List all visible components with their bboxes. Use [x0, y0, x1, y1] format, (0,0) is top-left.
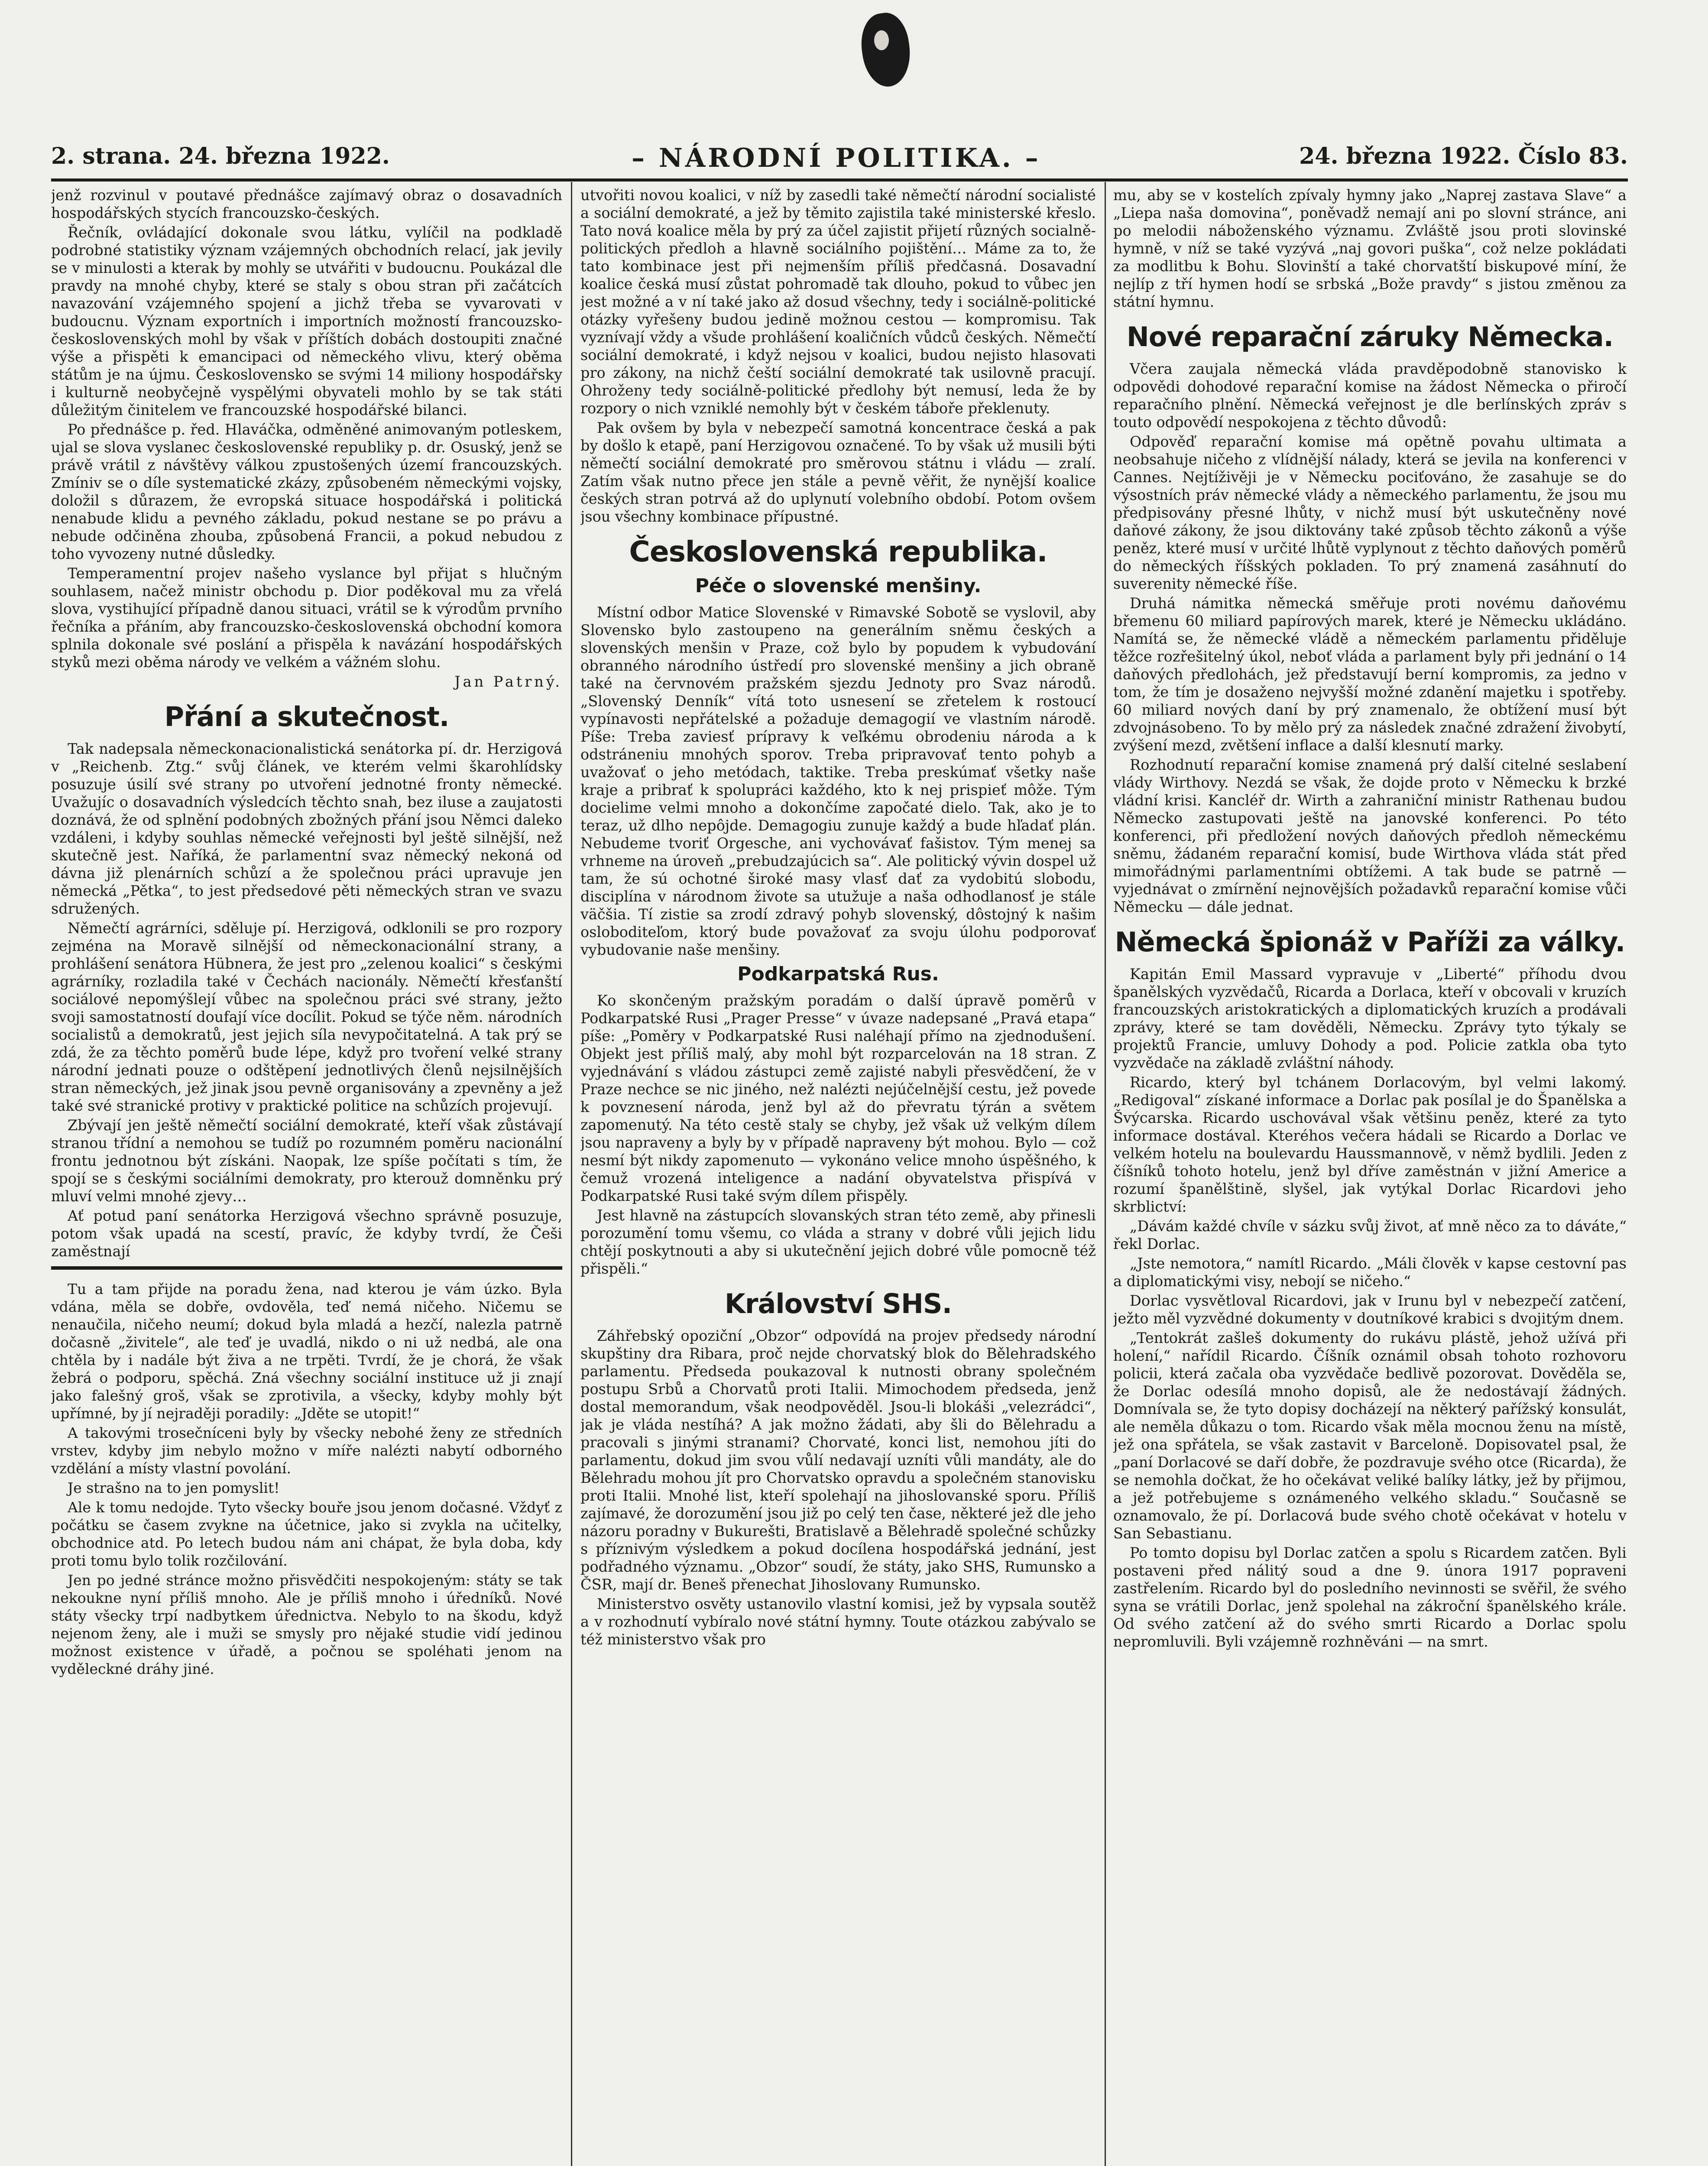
headline-spionaz: Německá špionáž v Paříži za války. — [1115, 926, 1625, 958]
headline-podkarpatska: Podkarpatská Rus. — [737, 963, 939, 985]
paragraph: Řečník, ovládající dokonale svou látku, vylíčil na podkladě podrobné statistiky význam vzájemných obchodních relací, jak jevily se v minulosti a kterak by mohly se utvářiti v budoucnu. Poukázal dle pravdy na mnohé chyby, které se staly s obou stran při začátcích navazování vzájemného spojení a jichž třeba se vyvarovati v budoucnu. Význam exportních i importních možností francouzsko-československých mohl by však v příštích dobách dostoupiti značné výše a přispěti k emancipaci od německého vlivu, který oběma státům je na újmu. Československo se svými 14 miliony hospodářsky i kulturně neobyčejně vyspělými obyvateli mohlo by se tak státi důležitým činitelem ve francouzské hospodářské bilanci. — [51, 224, 562, 418]
paragraph: Ať potud paní senátorka Herzigová všechno správně posuzuje, potom však upadá na scestí, pravíc, že kdyby tvrdí, že Češi zaměstnají — [51, 1207, 562, 1260]
paragraph: A takovými trosečníceni byly by všecky nebohé ženy ze středních vrstev, kdyby jim nebylo možno v míře nalézti nabytí odborného vzdělání a místy vlastní povolání. — [51, 1424, 562, 1477]
paragraph: Tu a tam přijde na poradu žena, nad kterou je vám úzko. Byla vdána, měla se dobře, ovdověla, teď nemá ničeho. Ničemu se nenaučila, ničeho neumí; dokud byla mladá a hezčí, nalezla patrně dočasně „živitele“, ale teď je uvadlá, nikdo o ni už nedbá, ale ona chtěla by i nadále být živa a ne trpěti. Tvrdí, že je chorá, že však žebrá o podporu, spěchá. Zná všechny sociální instituce už ji znají jako falešný groš, však se zprotivila, a všecky, kdyby mohly být upřímné, by jí nejraději poradily: „Jděte se utopit!“ — [51, 1281, 562, 1422]
paragraph: Ale k tomu nedojde. Tyto všecky bouře jsou jenom dočasné. Vždyť z počátku se časem zvykne na účetnice, jako si zvykla na učitelky, obchodnice atd. Po letech budou nám ani chápat, že byla doba, kdy proti tomu bylo tolik rozčilování. — [51, 1499, 562, 1569]
paragraph: Ministerstvo osvěty ustanovilo vlastní komisi, jež by vypsala soutěž a v rozhodnutí vybíralo nové státní hymny. Toute otázkou zabývalo se též ministerstvo však pro — [580, 1595, 1096, 1648]
headline-shs: Království SHS. — [724, 1288, 952, 1320]
paragraph: Ricardo, který byl tchánem Dorlacovým, byl velmi lakomý. „Redigoval“ získané informace a Dorlac pak posílal je do Španělska a Švýcarska. Ricardo uschovával však většinu peněz, které za tyto informace dostával. Kteréhos večera hádali se Ricardo a Dorlac ve velkém hotelu na boulevardu Haussmannově, v němž bydlili. Jeden z číšníků tohoto hotelu, jenž byl dříve zaměstnán v jižní Americe a rozumí španělštině, slyšel, jak vytýkal Dorlac Ricardovi jeho skrblictví: — [1113, 1074, 1627, 1215]
paragraph: Po přednášce p. řed. Hlaváčka, odměněné animovaným potleskem, ujal se slova vyslanec československé republiky p. dr. Osuský, jenž se právě vrátil z návštěvy válkou zpustošených území francouzských. Zmíniv se o díle systematické zkázy, způsobeném německými vojsky, doložil s důrazem, že evropská situace hospodářská i politická nenabude klidu a pevného základu, pokud nestane se po právu a nebude odčiněna zhouba, způsobená Francii, a pokud nebudou z toho vyvozeny nutné důsledky. — [51, 421, 562, 562]
paragraph: Místní odbor Matice Slovenské v Rimavské Sobotě se vyslovil, aby Slovensko bylo zastoupeno na generálním sněmu českých a slovenských menšin v Praze, což bylo by popudem k vybudování obranného národního ústředí pro slovenské menšiny a jich obraně také na červnovém pražském sjezdu Jednoty pro Svaz národů. „Slovenský Denník“ vítá toto usnesení se zřetelem k rostoucí vypínavosti nepřátelské a požaduje demagogií ve vlastním národě. Píše: Treba zaviesť prípravy k veľkému obrodeniu národa a k odstráneniu mnohých sporov. Treba pripravovať tento pohyb a uvažovať o jeho metódach, taktike. Treba preskúmať všetky naše kraje a pribrať k spolupráci každého, kto k nej prispieť môže. Tým docielime velmi mnoho a dokončíme započaté dielo. Tak, ako je to teraz, už dlho nepôjde. Demagogiu zunuje každý a bude hľadať plán. Nebudeme tvoriť Orgesche, ani vychovávať fašistov. Tým menej sa vrhneme na úroveň „prebudzajúcich sa“. Ale politický vývin dospel už tam, že sú ochotné široké masy vlasť dať za vydobitú slobodu, disciplína v národnom živote sa utužuje a naša odhodlanosť je stále väčšia. Tí zistie sa zrodí zdravý pohyb slovenský, dôstojný k našim osloboditeľom, ktorý bude považovať za svoju úlohu podporovať vybudovanie naše menšiny. — [580, 604, 1096, 958]
ink-blot-hole — [874, 30, 889, 50]
paragraph: Ko skončeným pražským poradám o další úpravě poměrů v Podkarpatské Rusi „Prager Presse“ v úvaze nadepsané „Pravá etapa“ píše: „Poměry v Podkarpatské Rusi naléhají přímo na zjednodušení. Objekt jest příliš malý, aby mohl být rozparcelován na 18 stran. Z vyjednávání s vládou zástupci země zajisté nabyli přesvědčení, že v Praze nechce se nic jiného, než nalézti nejúčelnější cestu, jež povede k povznesení národa, jenž byl až do převratu týrán a světem zapomenutý. Na této cestě staly se chyby, jež však už velkým dílem jsou napraveny a byly by v případě napraveny být mohou. Bylo — což nesmí být nikdy zapomenuto — vykonáno velice mnoho úspěšného, k čemuž vrozená inteligence a nadání obyvatelstva přispívá v Podkarpatské Rusi také svým dílem přispěly. — [580, 992, 1096, 1204]
paragraph: Zbývají jen ještě němečtí sociální demokraté, kteří však zůstávají stranou třídní a nemohou se tudíž po rozumném poměru nacionální frontu jednotnou být získáni. Naopak, lze spíše počítati s tím, že spojí se s českými sociálními demokraty, pro kterouž domněnku prý mluví velmi mnohé zjevy… — [51, 1117, 562, 1205]
header-date-right: 24. března 1922. Číslo 83. — [1299, 143, 1628, 169]
paragraph: Odpověď reparační komise má opětně povahu ultimata a neobsahuje ničeho z vlídnější nálady, která se jevila na konferenci v Cannes. Nejtíživěji je v Německu pociťováno, že zasahuje se do výsostních práv německé vlády a německého parlamentu, že jsou mu předpisovány přesné lhůty, v nichž musí být uskutečněny nové daňové zákony, že jsou diktovány také způsob těchto zákonů a výše peněz, které musí v určité lhůtě vyplynout z těchto daňových poměrů do německých říšských pokladen. To prý znamená zasáhnutí do suverenity německé říše. — [1113, 433, 1627, 592]
column-3 — [1113, 186, 1627, 2166]
page-header — [51, 138, 1628, 181]
feuilleton — [51, 1280, 562, 1678]
paragraph: Včera zaujala německá vláda pravděpodobně stanovisko k odpovědi dohodové reparační komise na žádost Německa o přiročí reparačního plnění. Německá veřejnost je dle berlínských zpráv s touto odpovědí nespokojena z těchto důvodů: — [1113, 360, 1627, 431]
ink-blot — [857, 10, 915, 90]
paragraph: Rozhodnutí reparační komise znamená prý další citelné seslabení vlády Wirthovy. Nezdá se však, že dojde proto v Německu k brzké vládní krisi. Kancléř dr. Wirth a zahraniční ministr Rathenau budou Německo zastupovati ještě na janovské konferenci. Po této konferenci, při předložení nových daňových předloh německému sněmu, žádaném reparační komisí, bude Wirthova vláda stát před mimořádnými parlamentními obtížemi. A tak bude se patrně — vyjednávat o zmírnění nejnovějších požadavků reparační komise vůči Německu — dále jednat. — [1113, 756, 1627, 915]
column-1 — [51, 186, 562, 2166]
header-rule — [51, 178, 1628, 182]
column-divider-1 — [571, 182, 572, 2166]
paragraph: Dorlac vysvětloval Ricardovi, jak v Irunu byl v nebezpečí zatčení, ježto měl vyzvědné dokumenty v doutníkové krabici s dvojitým dnem. — [1113, 1292, 1627, 1327]
paragraph: „Tentokrát zašleš dokumenty do rukávu plástě, jehož užívá při holení,“ nařídil Ricardo. Číšník oznámil obsah tohoto rozhovoru policii, která začala oba vyzvědače bedlivě pozorovat. Dověděla se, že Dorlac odesílá mnoho dopisů, ale že nedostávají žádných. Domnívala se, že tyto dopisy docházejí na některý pařížský konsulát, ale neměla důkazu o tom. Ricardo však měla mocnou ženu na místě, jež ona spřátela, se však zastavit v Barceloně. Dopisovatel psal, že „paní Dorlacové se daří dobře, že pozdravuje svého otce (Ricarda), že se nemohla dočkat, že ho očekávat veliké balíky látky, jež by přijmou, a jež potřebujeme s oznámeného velkého skladu.“ Současně se oznamovalo, že pí. Dorlacová bude svého chotě očekávat v hotelu v San Sebastianu. — [1113, 1329, 1627, 1542]
paragraph: Druhá námitka německá směřuje proti novému daňovému břemenu 60 miliard papírových marek, které je Německu ukládáno. Namítá se, že německé vládě a německém parlamentu přiděluje těžce rozřešitelný úkol, neboť vláda a parlament byly při jednání o 14 daňových předlohách, jež představují berní kompromis, za jedno v tom, že tím je dosaženo nejvyšší možné zdanění majetku i spotřeby. 60 miliard nových daní by prý znamenalo, že obtížení musí být zdvojnásobeno. To by mělo prý za následek značné zdražení živobytí, zvýšení mezd, zvětšení inflace a další klesnutí marky. — [1113, 595, 1627, 754]
header-date-left: 2. strana. 24. března 1922. — [51, 143, 390, 169]
paragraph: Němečtí agrárníci, sděluje pí. Herzigová, odklonili se pro rozpory zejména na Moravě silnější od německonacionální strany, a prohlášení senátora Hübnera, že jest pro „zelenou koalici“ s českými agrárníky, rozladila také v Čechách nacionály. Němečtí křesťanští sociálové nepomýšlejí vůbec na společnou práci své strany, ježto svoji samostatností doufají více docílit. Pokud se týče něm. národních socialistů a demokratů, jest jejich síla nevypočitatelná. A tak prý se zdá, že za těchto poměrů bude lépe, když pro tvoření velké strany národní jednati pouze o odštěpení jednotlivých členů nejsilnějších stran německých, jež jinak jsou pevně organisovány a zpevněny a jež také své stranické protivy v praktické politice na schůzích projevují. — [51, 920, 562, 1114]
paragraph: Jen po jedné stránce možno přisvědčiti nespokojeným: státy se tak nekoukne nyní příliš mnoho. Ale je příliš mnoho i úředníků. Nové státy všecky trpí nadbytkem úřednictva. Nebylo to na škodu, když nejenom ženy, ale i muži se smysly pro nějaké studie vidí jedinou možnost existence v úřadě, a počnou se spoléhati jenom na vyděleckné dráhy jiné. — [51, 1572, 562, 1677]
paragraph: Po tomto dopisu byl Dorlac zatčen a spolu s Ricardem zatčen. Byli postaveni před nálitý soud a dne 9. února 1917 popraveni zastřelením. Ricardo byl do posledního nevinnosti se svěřil, že svého syna se vrátili Dorlac, jenž spolehal na zákroční španělského krále. Od svého zatčení až do svého smrti Ricardo a Dorlac spolu nepromluvili. Byli vzájemně rozhněváni — na smrt. — [1113, 1544, 1627, 1650]
headline-reparace: Nové reparační záruky Německa. — [1126, 321, 1614, 353]
paragraph: Tak nadepsala německonacionalistická senátorka pí. dr. Herzigová v „Reichenb. Ztg.“ svůj článek, ve kterém velmi škarohlídsky posuzuje úsilí své strany po utvoření jednotné fronty německé. Uvažujíc o dosavadních výsledcích těchto snah, bez iluse a zaujatosti doznává, že od splnění podobných zbožných přání jsou Němci daleko vzdáleni, i kdyby souhlas německé veřejnosti byl ještě silnější, než skutečně jest. Naříká, že parlamentní svaz německý nekoná od dávna již plenárních schůzí a že společnou práci upravuje jen německá „Pětka“, to jest předsedové pěti německých stran ve svazu sdružených. — [51, 740, 562, 917]
paragraph: jenž rozvinul v poutavé přednášce zajímavý obraz o dosavadních hospodářských stycích francouzsko-českých. — [51, 187, 562, 221]
paragraph: Záhřebský opoziční „Obzor“ odpovídá na projev předsedy národní skupštiny dra Ribara, proč nejde chorvatský blok do Bělehradského parlamentu. Předseda poukazoval k nutnosti obrany společném postupu Srbů a Chorvatů proti Italii. Mimochodem předseda, jenž dostal memorandum, však neodpověděl. Jsou-li blokáši „velezrádci“, jak je vláda nestíhá? A jak možno žádati, aby šli do Bělehradu a pracovali s jinými stranami? Chorvaté, konci list, nemohou jíti do parlamentu, dokud jim svou vůlí nedavají uzníti vůli mandáty, ale do Bělehradu mohou jít pro Chorvatsko opravdu a společném stanovisku proti Italii. Mnohé list, kteří spolehají na jihoslovanské sporu. Příliš zajímavé, že dorozumění jsou již po celý ten čase, některé jež dle jeho názoru poradny v Bukurešti, Bratislavě a Bělehradě společné schůzky s příznivým výsledkem a pokud docílena hospodářská jednání, jest podřadného významu. „Obzor“ soudí, že státy, jako SHS, Rumunsko a ČSR, mají dr. Beneš přenechat Jihoslovany Rumunsko. — [580, 1327, 1096, 1593]
paragraph: utvořiti novou koalici, v níž by zasedli také němečtí národní socialisté a sociální demokraté, a jež by těmito zajistila také ministerské křeslo. Tato nová koalice měla by prý za účel zajistit přijetí různých socialně-politických předloh a hlavně sociálního pojištění… Máme za to, že tato kombinace jest při nejmenším příliš předčasná. Dosavadní koalice česká musí zůstat pohromadě tak dlouho, pokud to vůbec jen jest možné a v ní také jako až dosud všechny, tedy i sociálně-politické otázky vyřešeny budou jedině možnou cestou — kompromisu. Tak vyznívají vždy a všude prohlášení koaličních vůdců českých. Němečtí sociální demokraté, i když nejsou v koalici, budou nejisto hlasovati pro zákony, na nichž čeští sociální demokraté tak usilovně pracují. Ohroženy tedy sociálně-politické předlohy být nemusí, leda že by rozpory o nich vzniklé nemohly být v českém táboře překlenuty. — [580, 187, 1096, 417]
column-2 — [580, 186, 1096, 2166]
paragraph: Jest hlavně na zástupcích slovanských stran této země, aby přinesli porozumění tomu všemu, co vláda a strany v dobré vůli jejich lidu chtějí poskytnouti a aby si ukutečnění jejich dobré vůle pomocně též přispěli.“ — [580, 1207, 1096, 1277]
headline-pece: Péče o slovenské menšiny. — [695, 575, 982, 597]
masthead-title: – NÁRODNÍ POLITIKA. – — [632, 143, 1041, 173]
paragraph: „Dávám každé chvíle v sázku svůj život, ať mně něco za to dáváte,“ řekl Dorlac. — [1113, 1218, 1627, 1252]
paragraph: Pak ovšem by byla v nebezpečí samotná koncentrace česká a pak by došlo k etapě, paní Herzigovou označené. To by však už musili býti němečtí sociální demokraté pro směrovou státnu i vládu — zralí. Zatím však nutno přece jen stále a pevně věřit, že nynější koalice českých stran potrvá až do uplynutí volebního období. Potom ovšem jsou všechny kombinace přípustné. — [580, 419, 1096, 525]
paragraph: mu, aby se v kostelích zpívaly hymny jako „Naprej zastava Slave“ a „Liepa naša domovina“, poněvadž nemají ani po slovní stránce, ani po melodii náboženského významu. Zvláště jsou proti slovinské hymně, v níž se také vyzývá „naj govori puška“, což nelze pokládati za modlitbu k Bohu. Slovinští a také chorvatští biskupové míní, že nejlíp z tří hymen hodí se srbská „Bože pravdy“ s jistou změnou za státní hymnu. — [1113, 187, 1627, 310]
headline-prani: Přání a skutečnost. — [164, 701, 449, 733]
paragraph: Je strašno na to jen pomyslit! — [68, 1479, 280, 1496]
column-divider-2 — [1105, 182, 1106, 2166]
section-title-csr: Československá republika. — [629, 535, 1047, 568]
paragraph: „Jste nemotora,“ namítl Ricardo. „Máli člověk v kapse cestovní pas a diplomatickými visy, nebojí se ničeho.“ — [1113, 1255, 1627, 1290]
paragraph: Temperamentní projev našeho vyslance byl přijat s hlučným souhlasem, načež ministr obchodu p. Dior poděkoval mu za vřelá slova, vystihující případně danou situaci, vrátil se k výrodům prvního řečníka a přáním, aby francouzsko-československá obchodní komora splnila dokonale své poslání a přispěla k navázání hospodářských styků mezi oběma národy ve velkém a vážném slohu. — [51, 565, 562, 671]
paragraph: Kapitán Emil Massard vypravuje v „Liberté“ příhodu dvou španělských vyzvědačů, Ricarda a Dorlaca, kteří v obcovali v kruzích francouzských aristokratických a diplomatických kruzích a prodávali zprávy, které se tam dověděli, Německu. Zprávy tyto týkaly se projektů Francie, umluvy Dohody a pod. Policie zatkla oba tyto vyzvědače na základě zvláštní náhody. — [1113, 966, 1627, 1071]
feuilleton-rule — [51, 1266, 562, 1273]
author-signature: Jan Patrný. — [454, 673, 562, 690]
